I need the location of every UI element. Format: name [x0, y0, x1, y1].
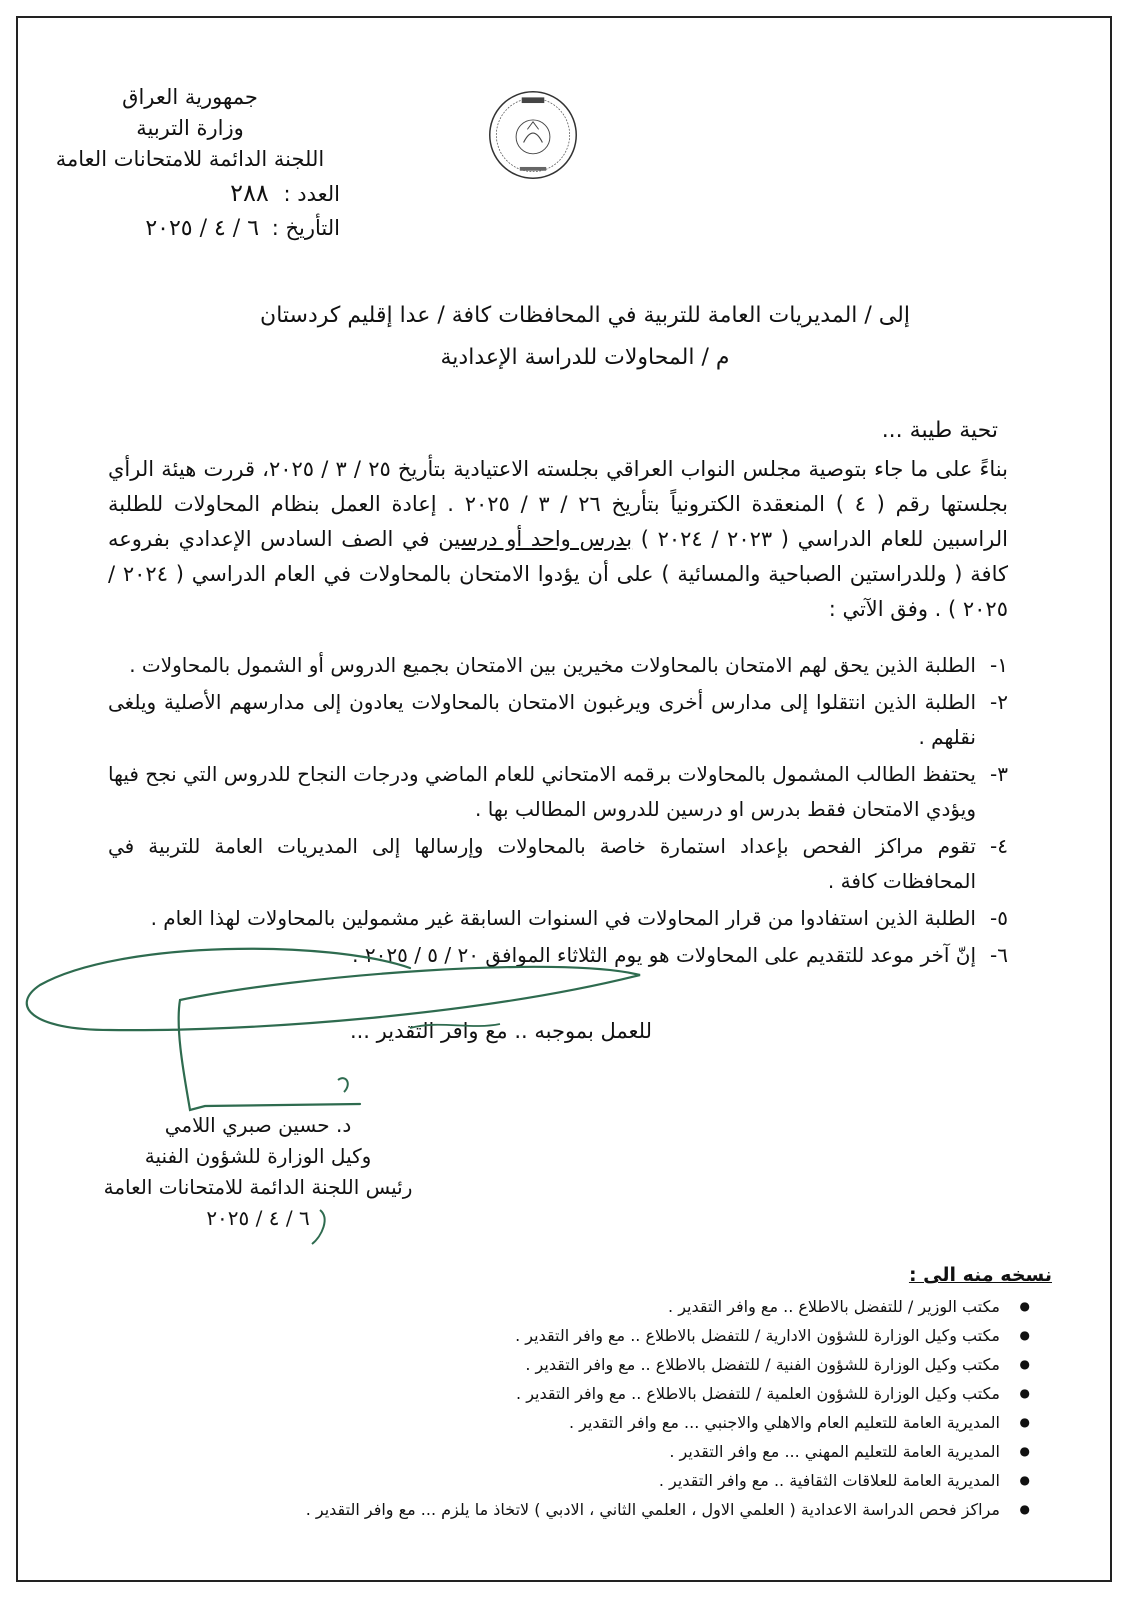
list-item-number: ١- — [990, 653, 1008, 677]
country-name: جمهورية العراق — [122, 85, 258, 109]
list-item-number: ٢- — [990, 690, 1008, 714]
signatory-committee: رئيس اللجنة الدائمة للامتحانات العامة — [103, 1175, 413, 1199]
list-item-text: الطلبة الذين يحق لهم الامتحان بالمحاولات مخيرين بين الامتحان بجميع الدروس أو الشمول بالمحاولات . — [129, 653, 976, 677]
list-item-number: ٦- — [990, 943, 1008, 967]
list-item — [108, 685, 1008, 755]
list-item-number: ٥- — [990, 906, 1008, 930]
body-paragraph — [108, 452, 1008, 627]
letter-meta — [80, 176, 340, 246]
list-item: ● المديرية العامة للعلاقات الثقافية .. مع وافر التقدير . — [80, 1466, 1030, 1495]
letter-date-label: التأريخ : — [271, 216, 340, 240]
list-item-text: إنّ آخر موعد للتقديم على المحاولات هو يوم الثلاثاء الموافق ٢٠ / ٥ / ٢٠٢٥ . — [352, 943, 976, 967]
letter-date-value: ٦ / ٤ / ٢٠٢٥ — [145, 216, 260, 241]
list-item — [108, 648, 1008, 683]
body-paragraph-part2: في الصف السادس الإعدادي بفروعه كافة ( وللدراستين الصباحية والمسائية ) على أن يؤدوا الامتحان بالمحاولات في العام الدراسي ( ٢٠٢٤ / ٢٠٢٥ ) . وفق الآتي : — [108, 527, 1008, 621]
list-item-number: ٤- — [990, 834, 1008, 858]
letter-date-row — [80, 211, 340, 246]
letterhead-block — [30, 82, 350, 175]
list-item-text: تقوم مراكز الفحص بإعداد استمارة خاصة بالمحاولات وإرسالها إلى المديريات العامة للتربية في المحافظات كافة . — [108, 834, 976, 893]
signature-date: ٦ / ٤ / ٢٠٢٥ — [206, 1206, 310, 1230]
list-item-text: الطلبة الذين انتقلوا إلى مدارس أخرى ويرغبون الامتحان بالمحاولات يعادون إلى مدارسهم الأصلية ويلغى نقلهم . — [108, 690, 976, 749]
list-item — [108, 901, 1008, 936]
list-item: ● مكتب وكيل الوزارة للشؤون الفنية / للتفضل بالاطلاع .. مع وافر التقدير . — [80, 1350, 1030, 1379]
closing-line: للعمل بموجبه .. مع وافر التقدير ... — [349, 1019, 652, 1043]
list-item: ● المديرية العامة للتعليم المهني ... مع وافر التقدير . — [80, 1437, 1030, 1466]
list-item — [108, 938, 1008, 973]
list-item-number: ٣- — [990, 762, 1008, 786]
numbered-list — [108, 648, 1008, 975]
recipient-line: إلى / المديريات العامة للتربية في المحافظات كافة / عدا إقليم كردستان — [260, 303, 910, 328]
committee-name: اللجنة الدائمة للامتحانات العامة — [55, 147, 325, 171]
list-item — [108, 757, 1008, 827]
copies-heading: نسخه منه الى : — [908, 1264, 1052, 1286]
signatory-name: د. حسين صبري اللامي — [164, 1113, 352, 1137]
list-item — [108, 829, 1008, 899]
list-item: ● مكتب وكيل الوزارة للشؤون الادارية / للتفضل بالاطلاع .. مع وافر التقدير . — [80, 1321, 1030, 1350]
list-item: ● المديرية العامة للتعليم العام والاهلي والاجنبي ... مع وافر التقدير . — [80, 1408, 1030, 1437]
greeting: تحية طيبة ... — [881, 418, 998, 443]
list-item-text: الطلبة الذين استفادوا من قرار المحاولات في السنوات السابقة غير مشمولين بالمحاولات لهذا العام . — [150, 906, 976, 930]
copies-list — [80, 1292, 1030, 1524]
letter-number-value: ٢٨٨ — [230, 179, 269, 207]
subject-line: م / المحاولات للدراسة الإعدادية — [440, 345, 730, 370]
list-item: ● مراكز فحص الدراسة الاعدادية ( العلمي الاول ، العلمي الثاني ، الادبي ) لاتخاذ ما يلزم ... مع وافر التقدير . — [80, 1495, 1030, 1524]
signatory-title: وكيل الوزارة للشؤون الفنية — [144, 1144, 372, 1168]
body-paragraph-part1: بناءً على ما جاء بتوصية مجلس النواب العراقي بجلسته الاعتيادية بتأريخ ٢٥ / ٣ / ٢٠٢٥، قررت هيئة الرأي بجلستها رقم ( ٤ ) المنعقدة الكترونياً بتأريخ ٢٦ / ٣ / ٢٠٢٥ . إعادة العمل بنظام المحاولات للطلبة الراسبين للعام الدراسي ( ٢٠٢٣ / ٢٠٢٤ ) — [108, 457, 1008, 551]
list-item: ● مكتب الوزير / للتفضل بالاطلاع .. مع وافر التقدير . — [80, 1292, 1030, 1321]
list-item: ● مكتب وكيل الوزارة للشؤون العلمية / للتفضل بالاطلاع .. مع وافر التقدير . — [80, 1379, 1030, 1408]
body-paragraph-underlined: بدرس واحد أو درسين — [438, 527, 633, 551]
ministry-name: وزارة التربية — [136, 116, 244, 140]
signature-block — [78, 1110, 438, 1234]
list-item-text: يحتفظ الطالب المشمول بالمحاولات برقمه الامتحاني للعام الماضي ودرجات النجاح للدروس التي نجح فيها ويؤدي الامتحان فقط بدرس او درسين للدروس المطالب بها . — [108, 762, 976, 821]
letter-number-label: العدد : — [283, 182, 340, 206]
letter-number-row — [80, 176, 340, 211]
ministry-seal-icon — [486, 88, 580, 182]
